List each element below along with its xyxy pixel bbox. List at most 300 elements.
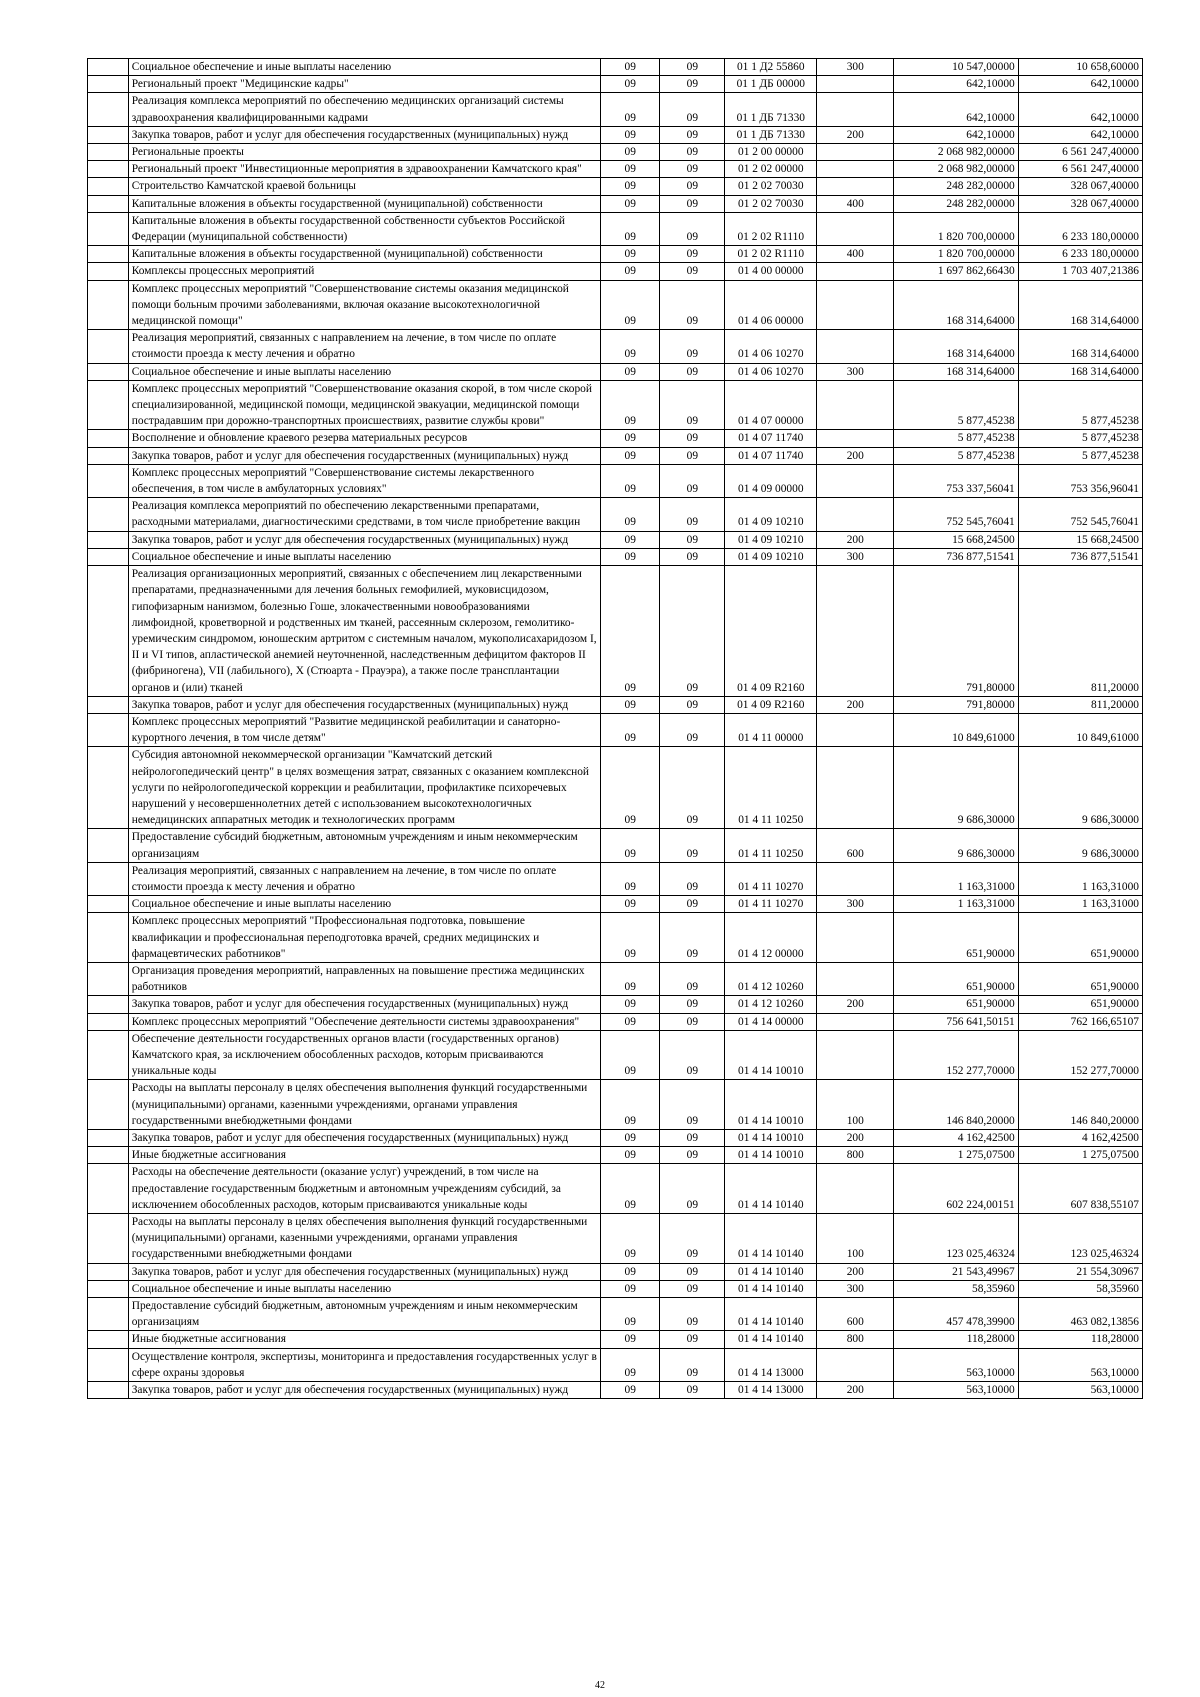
row-subsection-cell: 09: [660, 1147, 725, 1164]
row-amount2-cell: 15 668,24500: [1018, 531, 1142, 548]
row-margin-cell: [88, 1013, 129, 1030]
row-name-cell: Региональный проект "Инвестиционные мероприятия в здравоохранении Камчатского края": [128, 161, 601, 178]
row-target-article-cell: 01 2 02 R1110: [725, 212, 817, 245]
row-name-cell: Закупка товаров, работ и услуг для обеспечения государственных (муниципальных) нужд: [128, 447, 601, 464]
table-row: [88, 330, 1143, 363]
row-target-article-cell: 01 4 09 00000: [725, 464, 817, 497]
row-section-cell: 09: [601, 747, 660, 829]
row-subsection-cell: 09: [660, 829, 725, 862]
row-section-cell: 09: [601, 246, 660, 263]
row-amount2-cell: 5 877,45238: [1018, 447, 1142, 464]
row-amount1-cell: 563,10000: [894, 1382, 1018, 1399]
row-name-cell: Иные бюджетные ассигнования: [128, 1147, 601, 1164]
row-expense-type-cell: 400: [817, 246, 894, 263]
row-amount1-cell: 642,10000: [894, 93, 1018, 126]
row-target-article-cell: 01 4 14 10140: [725, 1164, 817, 1214]
row-margin-cell: [88, 896, 129, 913]
row-subsection-cell: 09: [660, 862, 725, 895]
row-margin-cell: [88, 380, 129, 430]
row-amount2-cell: 762 166,65107: [1018, 1013, 1142, 1030]
row-amount2-cell: 168 314,64000: [1018, 363, 1142, 380]
row-section-cell: 09: [601, 531, 660, 548]
row-amount1-cell: 457 478,39900: [894, 1298, 1018, 1331]
table-row: [88, 996, 1143, 1013]
row-section-cell: 09: [601, 548, 660, 565]
row-subsection-cell: 09: [660, 713, 725, 746]
row-section-cell: 09: [601, 430, 660, 447]
row-amount2-cell: 152 277,70000: [1018, 1030, 1142, 1080]
row-target-article-cell: 01 1 ДБ 00000: [725, 76, 817, 93]
row-subsection-cell: 09: [660, 913, 725, 963]
row-name-cell: Капитальные вложения в объекты государственной собственности субъектов Российской Федерации (муниципальной собственности): [128, 212, 601, 245]
row-subsection-cell: 09: [660, 498, 725, 531]
row-name-cell: Капитальные вложения в объекты государственной (муниципальной) собственности: [128, 195, 601, 212]
row-margin-cell: [88, 195, 129, 212]
row-expense-type-cell: 300: [817, 363, 894, 380]
row-name-cell: Реализация мероприятий, связанных с направлением на лечение, в том числе по оплате стоимости проезда к месту лечения и обратно: [128, 330, 601, 363]
row-expense-type-cell: 200: [817, 447, 894, 464]
row-amount1-cell: 1 163,31000: [894, 896, 1018, 913]
row-margin-cell: [88, 263, 129, 280]
table-row: [88, 913, 1143, 963]
row-amount1-cell: 146 840,20000: [894, 1080, 1018, 1130]
row-target-article-cell: 01 4 12 10260: [725, 996, 817, 1013]
row-amount1-cell: 1 820 700,00000: [894, 246, 1018, 263]
table-row: [88, 896, 1143, 913]
row-name-cell: Закупка товаров, работ и услуг для обеспечения государственных (муниципальных) нужд: [128, 531, 601, 548]
row-target-article-cell: 01 4 06 10270: [725, 330, 817, 363]
row-name-cell: Закупка товаров, работ и услуг для обеспечения государственных (муниципальных) нужд: [128, 1263, 601, 1280]
table-row: [88, 246, 1143, 263]
row-amount2-cell: 6 561 247,40000: [1018, 144, 1142, 161]
row-expense-type-cell: 400: [817, 195, 894, 212]
row-amount2-cell: 1 163,31000: [1018, 862, 1142, 895]
row-subsection-cell: 09: [660, 1382, 725, 1399]
row-section-cell: 09: [601, 447, 660, 464]
row-target-article-cell: 01 4 09 10210: [725, 531, 817, 548]
row-expense-type-cell: 200: [817, 1263, 894, 1280]
row-amount1-cell: 168 314,64000: [894, 280, 1018, 330]
table-row: [88, 566, 1143, 697]
row-subsection-cell: 09: [660, 363, 725, 380]
row-amount2-cell: 642,10000: [1018, 76, 1142, 93]
row-target-article-cell: 01 4 07 11740: [725, 430, 817, 447]
row-amount2-cell: 811,20000: [1018, 696, 1142, 713]
row-amount1-cell: 123 025,46324: [894, 1214, 1018, 1264]
row-section-cell: 09: [601, 161, 660, 178]
row-section-cell: 09: [601, 126, 660, 143]
table-body: [88, 59, 1143, 1399]
table-row: [88, 363, 1143, 380]
row-target-article-cell: 01 4 14 10010: [725, 1030, 817, 1080]
row-margin-cell: [88, 430, 129, 447]
row-amount2-cell: 1 703 407,21386: [1018, 263, 1142, 280]
row-target-article-cell: 01 4 11 10270: [725, 896, 817, 913]
row-subsection-cell: 09: [660, 996, 725, 1013]
row-expense-type-cell: 200: [817, 696, 894, 713]
row-expense-type-cell: [817, 280, 894, 330]
row-margin-cell: [88, 76, 129, 93]
row-expense-type-cell: [817, 1013, 894, 1030]
row-target-article-cell: 01 4 06 00000: [725, 280, 817, 330]
row-target-article-cell: 01 1 Д2 55860: [725, 59, 817, 76]
row-amount2-cell: 642,10000: [1018, 126, 1142, 143]
row-section-cell: 09: [601, 962, 660, 995]
row-amount2-cell: 1 275,07500: [1018, 1147, 1142, 1164]
row-subsection-cell: 09: [660, 1263, 725, 1280]
row-margin-cell: [88, 996, 129, 1013]
table-row: [88, 464, 1143, 497]
row-section-cell: 09: [601, 178, 660, 195]
row-subsection-cell: 09: [660, 93, 725, 126]
row-section-cell: 09: [601, 1214, 660, 1264]
row-target-article-cell: 01 2 02 R1110: [725, 246, 817, 263]
row-amount1-cell: 651,90000: [894, 913, 1018, 963]
row-amount2-cell: 123 025,46324: [1018, 1214, 1142, 1264]
table-row: [88, 263, 1143, 280]
row-target-article-cell: 01 4 09 R2160: [725, 696, 817, 713]
row-name-cell: Закупка товаров, работ и услуг для обеспечения государственных (муниципальных) нужд: [128, 126, 601, 143]
row-target-article-cell: 01 4 07 00000: [725, 380, 817, 430]
row-subsection-cell: 09: [660, 1080, 725, 1130]
table-row: [88, 1348, 1143, 1381]
row-subsection-cell: 09: [660, 246, 725, 263]
row-expense-type-cell: [817, 178, 894, 195]
table-row: [88, 126, 1143, 143]
row-amount2-cell: 9 686,30000: [1018, 829, 1142, 862]
row-amount2-cell: 328 067,40000: [1018, 195, 1142, 212]
row-amount1-cell: 10 849,61000: [894, 713, 1018, 746]
row-expense-type-cell: 300: [817, 1280, 894, 1297]
table-row: [88, 1382, 1143, 1399]
table-row: [88, 447, 1143, 464]
row-margin-cell: [88, 178, 129, 195]
row-expense-type-cell: 200: [817, 1130, 894, 1147]
row-section-cell: 09: [601, 996, 660, 1013]
row-amount1-cell: 651,90000: [894, 962, 1018, 995]
row-target-article-cell: 01 4 11 10250: [725, 747, 817, 829]
row-subsection-cell: 09: [660, 1331, 725, 1348]
row-name-cell: Комплексы процессных мероприятий: [128, 263, 601, 280]
row-section-cell: 09: [601, 76, 660, 93]
row-amount1-cell: 168 314,64000: [894, 330, 1018, 363]
row-name-cell: Строительство Камчатской краевой больницы: [128, 178, 601, 195]
row-name-cell: Субсидия автономной некоммерческой организации "Камчатский детский нейрологопедический центр" в целях возмещения затрат, связанных с оказанием комплексной услуги по нейрологопедической коррекции и реабилитации, профилактике психоречевых нарушений у несовершеннолетних детей с использованием высокотехнологичных немедицинских аппаратных методик и технологических программ: [128, 747, 601, 829]
row-margin-cell: [88, 144, 129, 161]
row-subsection-cell: 09: [660, 380, 725, 430]
table-row: [88, 178, 1143, 195]
row-subsection-cell: 09: [660, 962, 725, 995]
table-row: [88, 195, 1143, 212]
row-subsection-cell: 09: [660, 126, 725, 143]
row-name-cell: Закупка товаров, работ и услуг для обеспечения государственных (муниципальных) нужд: [128, 996, 601, 1013]
row-expense-type-cell: 200: [817, 531, 894, 548]
row-expense-type-cell: [817, 212, 894, 245]
row-target-article-cell: 01 1 ДБ 71330: [725, 93, 817, 126]
row-expense-type-cell: 200: [817, 126, 894, 143]
row-subsection-cell: 09: [660, 1013, 725, 1030]
row-name-cell: Социальное обеспечение и иные выплаты населению: [128, 548, 601, 565]
budget-table-page: [87, 58, 1143, 1399]
row-expense-type-cell: [817, 330, 894, 363]
row-name-cell: Комплекс процессных мероприятий "Совершенствование системы оказания медицинской помощи больным прочими заболеваниями, включая оказание высокотехнологичной медицинской помощи": [128, 280, 601, 330]
row-amount1-cell: 10 547,00000: [894, 59, 1018, 76]
row-amount2-cell: 168 314,64000: [1018, 330, 1142, 363]
row-amount1-cell: 248 282,00000: [894, 195, 1018, 212]
row-margin-cell: [88, 696, 129, 713]
row-subsection-cell: 09: [660, 1164, 725, 1214]
row-section-cell: 09: [601, 330, 660, 363]
table-row: [88, 1164, 1143, 1214]
row-section-cell: 09: [601, 1331, 660, 1348]
row-margin-cell: [88, 1263, 129, 1280]
row-target-article-cell: 01 4 09 10210: [725, 548, 817, 565]
row-expense-type-cell: 100: [817, 1080, 894, 1130]
row-target-article-cell: 01 4 14 13000: [725, 1348, 817, 1381]
row-margin-cell: [88, 464, 129, 497]
table-row: [88, 962, 1143, 995]
row-amount1-cell: 756 641,50151: [894, 1013, 1018, 1030]
row-target-article-cell: 01 4 14 10140: [725, 1214, 817, 1264]
table-row: [88, 212, 1143, 245]
row-expense-type-cell: 300: [817, 548, 894, 565]
row-amount1-cell: 5 877,45238: [894, 430, 1018, 447]
row-name-cell: Реализация комплекса мероприятий по обеспечению медицинских организаций системы здравоохранения квалифицированными кадрами: [128, 93, 601, 126]
row-amount1-cell: 563,10000: [894, 1348, 1018, 1381]
row-subsection-cell: 09: [660, 464, 725, 497]
table-row: [88, 144, 1143, 161]
row-amount2-cell: 9 686,30000: [1018, 747, 1142, 829]
table-row: [88, 531, 1143, 548]
row-name-cell: Расходы на выплаты персоналу в целях обеспечения выполнения функций государственными (муниципальными) органами, казенными учреждениями, органами управления государственными внебюджетными фондами: [128, 1080, 601, 1130]
row-amount1-cell: 1 275,07500: [894, 1147, 1018, 1164]
row-name-cell: Расходы на обеспечение деятельности (оказание услуг) учреждений, в том числе на предоставление государственным бюджетным и автономным учреждениям субсидий, за исключением обособленных расходов, которым присваиваются уникальные коды: [128, 1164, 601, 1214]
row-name-cell: Социальное обеспечение и иные выплаты населению: [128, 896, 601, 913]
row-target-article-cell: 01 2 02 70030: [725, 195, 817, 212]
row-amount2-cell: 753 356,96041: [1018, 464, 1142, 497]
row-margin-cell: [88, 1280, 129, 1297]
row-expense-type-cell: [817, 430, 894, 447]
row-amount1-cell: 1 697 862,66430: [894, 263, 1018, 280]
row-amount2-cell: 4 162,42500: [1018, 1130, 1142, 1147]
row-amount1-cell: 736 877,51541: [894, 548, 1018, 565]
row-subsection-cell: 09: [660, 896, 725, 913]
row-subsection-cell: 09: [660, 280, 725, 330]
row-expense-type-cell: [817, 498, 894, 531]
table-row: [88, 1030, 1143, 1080]
row-subsection-cell: 09: [660, 330, 725, 363]
row-section-cell: 09: [601, 1080, 660, 1130]
row-name-cell: Организация проведения мероприятий, направленных на повышение престижа медицинских работников: [128, 962, 601, 995]
row-expense-type-cell: [817, 913, 894, 963]
row-amount1-cell: 15 668,24500: [894, 531, 1018, 548]
row-section-cell: 09: [601, 1348, 660, 1381]
row-subsection-cell: 09: [660, 212, 725, 245]
row-subsection-cell: 09: [660, 747, 725, 829]
table-row: [88, 696, 1143, 713]
row-name-cell: Иные бюджетные ассигнования: [128, 1331, 601, 1348]
row-subsection-cell: 09: [660, 1348, 725, 1381]
table-row: [88, 1013, 1143, 1030]
row-margin-cell: [88, 1331, 129, 1348]
table-row: [88, 76, 1143, 93]
row-expense-type-cell: 600: [817, 829, 894, 862]
table-row: [88, 93, 1143, 126]
row-amount2-cell: 651,90000: [1018, 913, 1142, 963]
row-subsection-cell: 09: [660, 531, 725, 548]
row-section-cell: 09: [601, 1130, 660, 1147]
row-margin-cell: [88, 566, 129, 697]
row-subsection-cell: 09: [660, 1030, 725, 1080]
row-name-cell: Социальное обеспечение и иные выплаты населению: [128, 363, 601, 380]
row-amount2-cell: 21 554,30967: [1018, 1263, 1142, 1280]
row-margin-cell: [88, 1030, 129, 1080]
row-amount2-cell: 328 067,40000: [1018, 178, 1142, 195]
table-row: [88, 161, 1143, 178]
row-subsection-cell: 09: [660, 548, 725, 565]
row-section-cell: 09: [601, 464, 660, 497]
table-row: [88, 1280, 1143, 1297]
row-target-article-cell: 01 4 14 10140: [725, 1263, 817, 1280]
row-target-article-cell: 01 4 00 00000: [725, 263, 817, 280]
row-name-cell: Комплекс процессных мероприятий "Совершенствование оказания скорой, в том числе скорой специализированной, медицинской помощи, медицинской эвакуации, медицинской помощи пострадавшим при дорожно-транспортных происшествиях, развитие службы крови": [128, 380, 601, 430]
row-amount2-cell: 651,90000: [1018, 996, 1142, 1013]
table-row: [88, 380, 1143, 430]
row-amount1-cell: 248 282,00000: [894, 178, 1018, 195]
row-name-cell: Комплекс процессных мероприятий "Обеспечение деятельности системы здравоохранения": [128, 1013, 601, 1030]
row-amount1-cell: 4 162,42500: [894, 1130, 1018, 1147]
row-margin-cell: [88, 829, 129, 862]
row-margin-cell: [88, 862, 129, 895]
row-expense-type-cell: [817, 713, 894, 746]
row-amount2-cell: 168 314,64000: [1018, 280, 1142, 330]
row-margin-cell: [88, 747, 129, 829]
row-target-article-cell: 01 4 07 11740: [725, 447, 817, 464]
row-name-cell: Реализация организационных мероприятий, связанных с обеспечением лиц лекарственными препаратами, предназначенными для лечения больных гемофилией, муковисцидозом, гипофизарным нанизмом, болезнью Гоше, злокачественными новообразованиями лимфоидной, кроветворной и родственных им тканей, рассеянным склерозом, гемолитико-уремическим синдромом, юношеским артритом с системным началом, мукополисахаридозом I, II и VI типов, апластической анемией неуточненной, наследственным дефицитом факторов II (фибриногена), VII (лабильного), X (Стюарта - Прауэра), а также после трансплантации органов и (или) тканей: [128, 566, 601, 697]
row-amount1-cell: 9 686,30000: [894, 829, 1018, 862]
row-name-cell: Комплекс процессных мероприятий "Профессиональная подготовка, повышение квалификации и профессиональная переподготовка врачей, средних медицинских и фармацевтических работников": [128, 913, 601, 963]
row-amount2-cell: 811,20000: [1018, 566, 1142, 697]
table-row: [88, 280, 1143, 330]
row-amount2-cell: 10 849,61000: [1018, 713, 1142, 746]
row-target-article-cell: 01 4 14 10010: [725, 1130, 817, 1147]
row-amount2-cell: 58,35960: [1018, 1280, 1142, 1297]
row-section-cell: 09: [601, 144, 660, 161]
row-amount1-cell: 5 877,45238: [894, 380, 1018, 430]
table-row: [88, 1130, 1143, 1147]
row-amount2-cell: 6 561 247,40000: [1018, 161, 1142, 178]
row-amount1-cell: 2 068 982,00000: [894, 144, 1018, 161]
row-name-cell: Восполнение и обновление краевого резерва материальных ресурсов: [128, 430, 601, 447]
row-amount2-cell: 463 082,13856: [1018, 1298, 1142, 1331]
row-target-article-cell: 01 4 11 10270: [725, 862, 817, 895]
row-section-cell: 09: [601, 829, 660, 862]
row-subsection-cell: 09: [660, 696, 725, 713]
row-amount1-cell: 168 314,64000: [894, 363, 1018, 380]
row-target-article-cell: 01 2 02 00000: [725, 161, 817, 178]
table-row: [88, 59, 1143, 76]
row-expense-type-cell: [817, 1348, 894, 1381]
row-name-cell: Комплекс процессных мероприятий "Совершенствование системы лекарственного обеспечения, в том числе в амбулаторных условиях": [128, 464, 601, 497]
row-expense-type-cell: 100: [817, 1214, 894, 1264]
row-section-cell: 09: [601, 212, 660, 245]
row-expense-type-cell: [817, 464, 894, 497]
row-margin-cell: [88, 531, 129, 548]
row-name-cell: Закупка товаров, работ и услуг для обеспечения государственных (муниципальных) нужд: [128, 1130, 601, 1147]
row-section-cell: 09: [601, 566, 660, 697]
row-name-cell: Предоставление субсидий бюджетным, автономным учреждениям и иным некоммерческим организациям: [128, 1298, 601, 1331]
row-section-cell: 09: [601, 913, 660, 963]
row-margin-cell: [88, 713, 129, 746]
row-section-cell: 09: [601, 93, 660, 126]
row-margin-cell: [88, 126, 129, 143]
row-amount1-cell: 791,80000: [894, 696, 1018, 713]
row-expense-type-cell: [817, 263, 894, 280]
row-margin-cell: [88, 962, 129, 995]
row-section-cell: 09: [601, 713, 660, 746]
row-amount1-cell: 791,80000: [894, 566, 1018, 697]
row-margin-cell: [88, 1348, 129, 1381]
row-target-article-cell: 01 4 14 10010: [725, 1080, 817, 1130]
row-subsection-cell: 09: [660, 1298, 725, 1331]
row-target-article-cell: 01 4 09 R2160: [725, 566, 817, 697]
row-amount2-cell: 642,10000: [1018, 93, 1142, 126]
row-amount1-cell: 118,28000: [894, 1331, 1018, 1348]
row-amount2-cell: 5 877,45238: [1018, 430, 1142, 447]
row-subsection-cell: 09: [660, 76, 725, 93]
table-row: [88, 862, 1143, 895]
row-section-cell: 09: [601, 1147, 660, 1164]
row-margin-cell: [88, 212, 129, 245]
row-margin-cell: [88, 1298, 129, 1331]
row-amount2-cell: 651,90000: [1018, 962, 1142, 995]
row-subsection-cell: 09: [660, 59, 725, 76]
row-amount1-cell: 58,35960: [894, 1280, 1018, 1297]
row-amount1-cell: 1 820 700,00000: [894, 212, 1018, 245]
row-target-article-cell: 01 4 14 10140: [725, 1280, 817, 1297]
row-expense-type-cell: 600: [817, 1298, 894, 1331]
row-target-article-cell: 01 4 14 10140: [725, 1298, 817, 1331]
table-row: [88, 498, 1143, 531]
row-expense-type-cell: [817, 1164, 894, 1214]
row-margin-cell: [88, 1130, 129, 1147]
row-subsection-cell: 09: [660, 447, 725, 464]
row-subsection-cell: 09: [660, 144, 725, 161]
row-subsection-cell: 09: [660, 1214, 725, 1264]
row-name-cell: Комплекс процессных мероприятий "Развитие медицинской реабилитации и санаторно-курортного лечения, в том числе детям": [128, 713, 601, 746]
row-expense-type-cell: [817, 93, 894, 126]
row-margin-cell: [88, 280, 129, 330]
row-target-article-cell: 01 4 14 10140: [725, 1331, 817, 1348]
row-amount1-cell: 9 686,30000: [894, 747, 1018, 829]
row-subsection-cell: 09: [660, 178, 725, 195]
row-section-cell: 09: [601, 59, 660, 76]
row-section-cell: 09: [601, 1263, 660, 1280]
row-section-cell: 09: [601, 363, 660, 380]
row-amount2-cell: 6 233 180,00000: [1018, 212, 1142, 245]
row-amount1-cell: 1 163,31000: [894, 862, 1018, 895]
row-section-cell: 09: [601, 896, 660, 913]
row-expense-type-cell: 200: [817, 1382, 894, 1399]
row-name-cell: Реализация комплекса мероприятий по обеспечению лекарственными препаратами, расходными материалами, диагностическими средствами, в том числе приобретение вакцин: [128, 498, 601, 531]
row-target-article-cell: 01 4 14 00000: [725, 1013, 817, 1030]
row-name-cell: Региональный проект "Медицинские кадры": [128, 76, 601, 93]
row-amount1-cell: 21 543,49967: [894, 1263, 1018, 1280]
row-target-article-cell: 01 2 02 70030: [725, 178, 817, 195]
row-section-cell: 09: [601, 498, 660, 531]
row-expense-type-cell: 300: [817, 896, 894, 913]
table-row: [88, 1263, 1143, 1280]
